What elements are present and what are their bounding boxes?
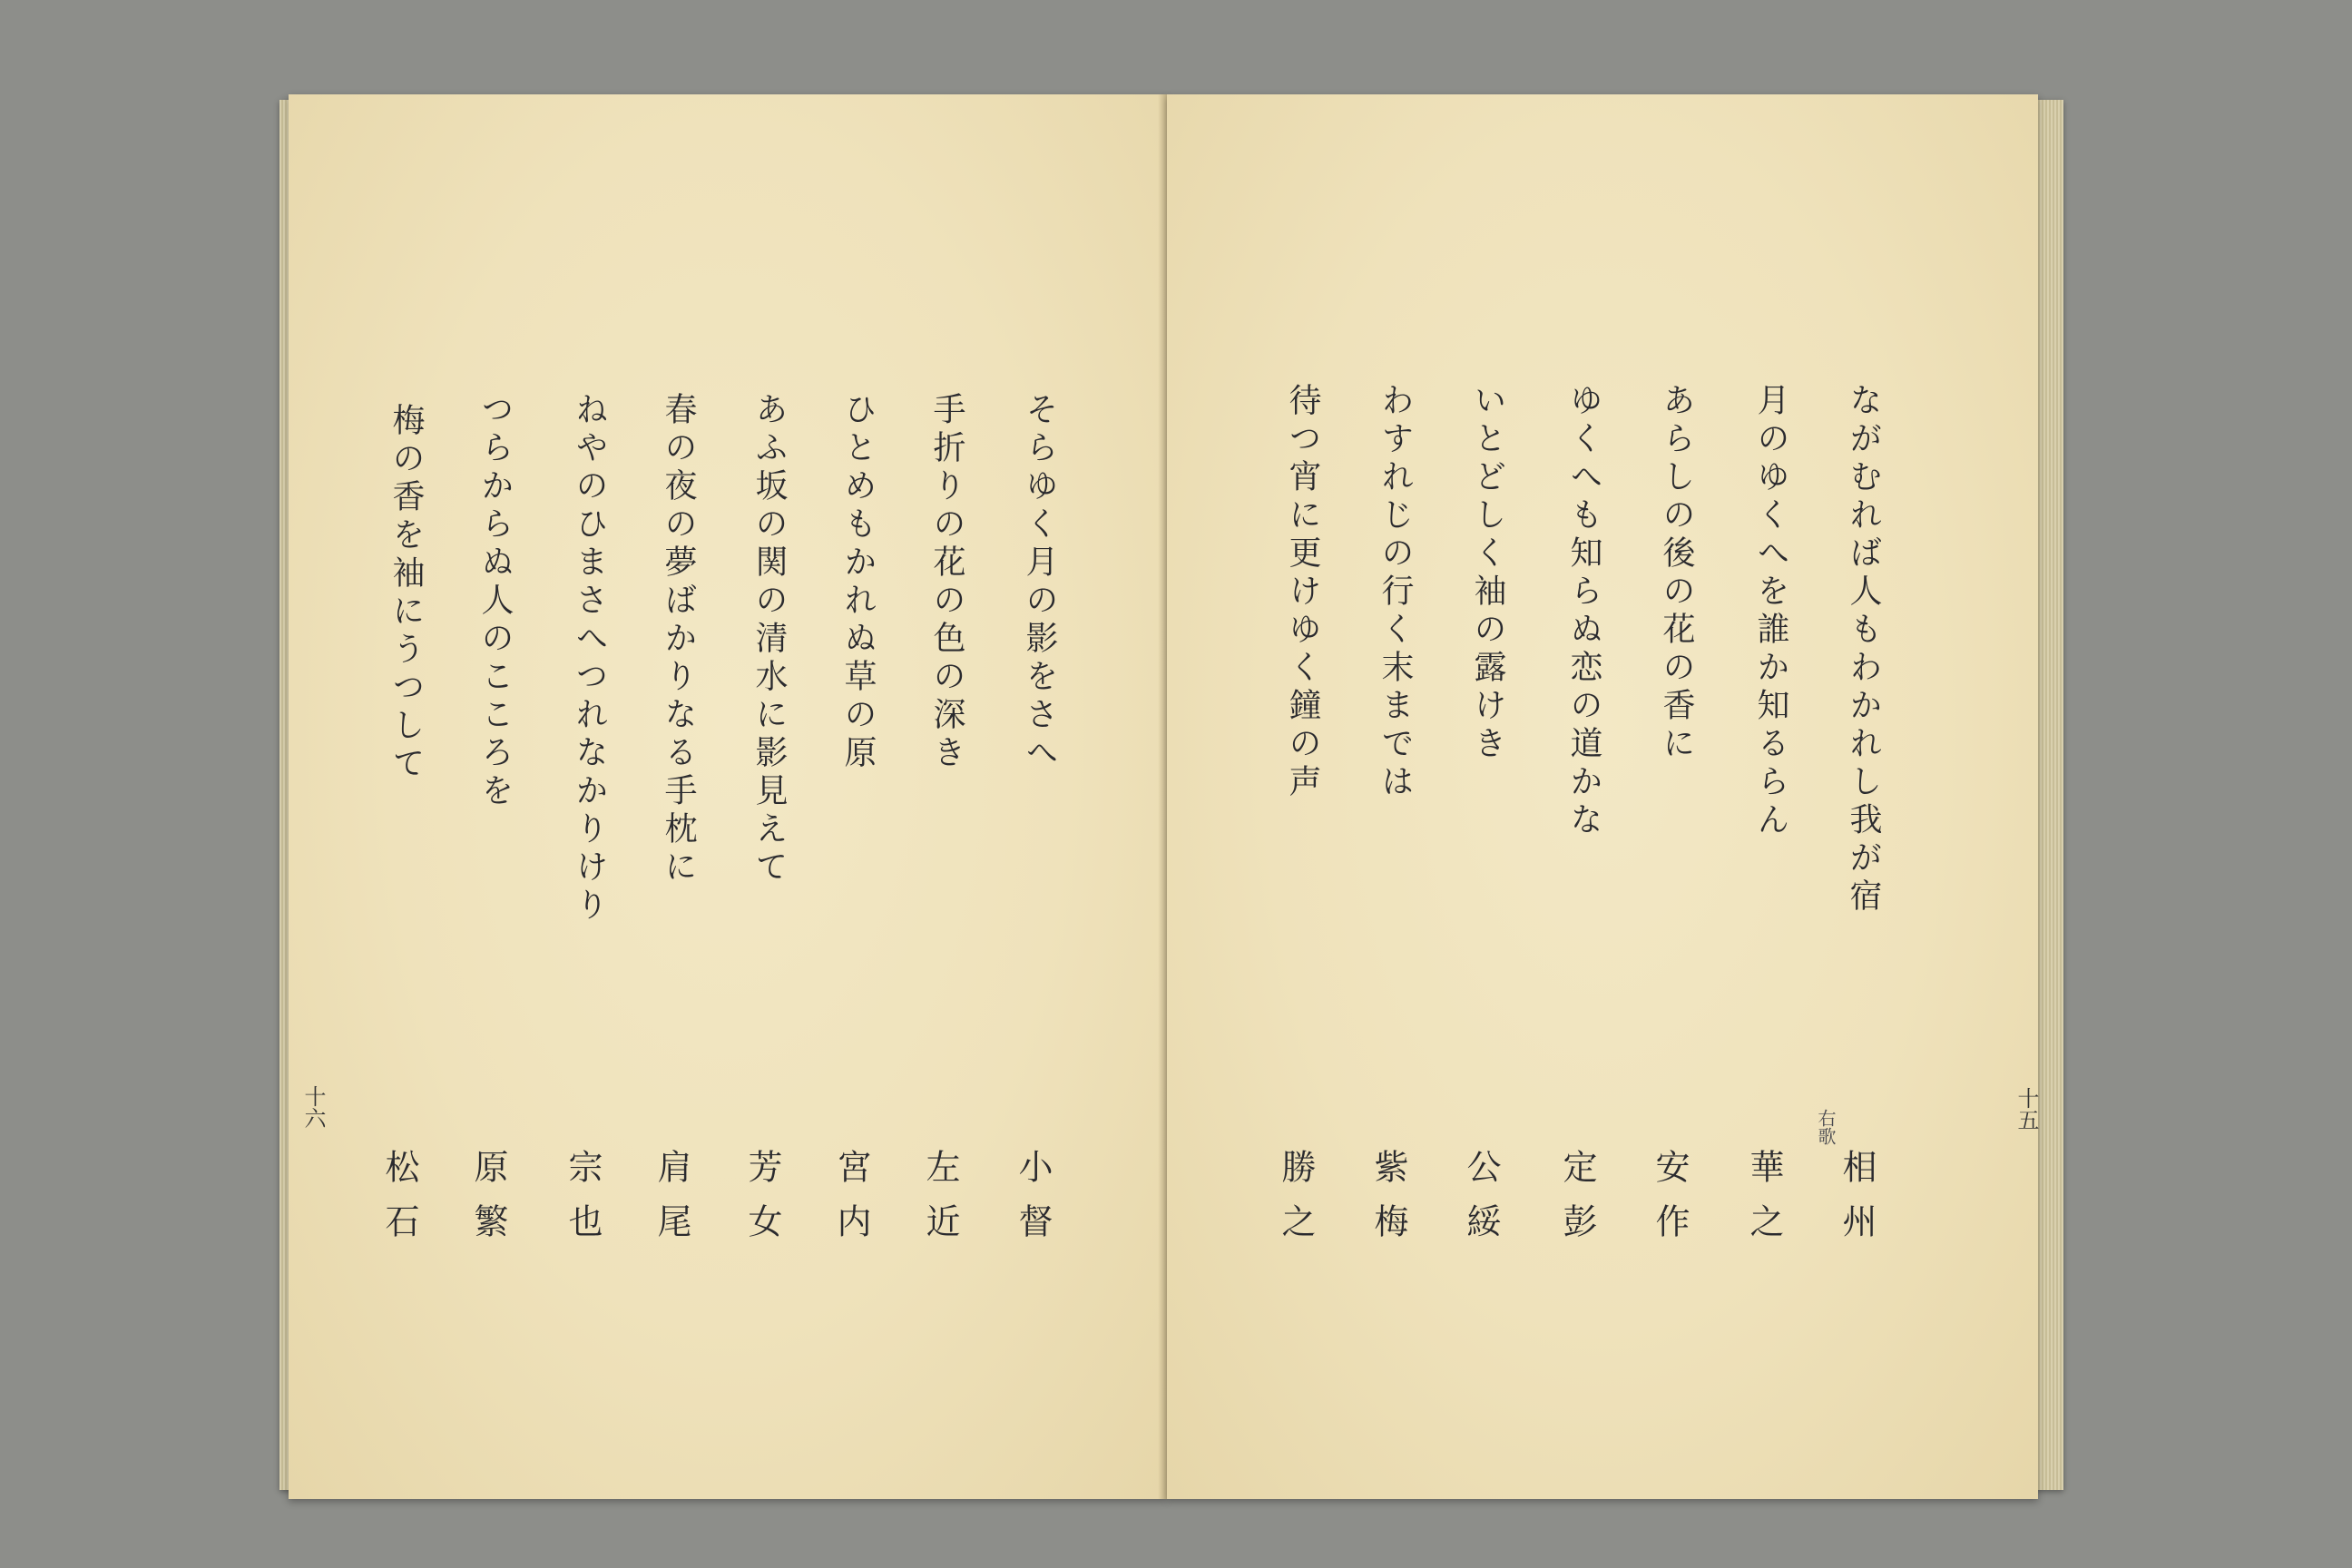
right-poem-text: いとどしく袖の露けき [1469, 383, 1506, 764]
left-poem-text: 梅の香を袖にうつして [387, 403, 425, 784]
left-page-number: 十六 [300, 1085, 326, 1129]
left-poem-text: そらゆく月の影をさへ [1021, 392, 1058, 773]
left-poem-text: ひとめもかれぬ草の原 [839, 392, 877, 773]
left-poem-author: 肩尾 [652, 1149, 691, 1258]
right-poem-author: 相州 [1837, 1149, 1877, 1258]
right-poem-author: 華之 [1744, 1149, 1784, 1258]
right-poem-text: ながむれば人もわかれし我が宿 [1845, 383, 1882, 916]
right-poem-author: 紫梅 [1368, 1149, 1408, 1258]
right-heading-note: 右歌 [1815, 1109, 1837, 1145]
right-poem-text: 月のゆくへを誰か知るらん [1752, 383, 1789, 840]
left-poem-author: 宗也 [563, 1149, 603, 1258]
left-poem-text: 春の夜の夢ばかりなる手枕に [660, 392, 697, 887]
left-poem-author: 芳女 [742, 1149, 782, 1258]
left-page [289, 94, 1167, 1499]
right-poem-text: あらしの後の花の香に [1658, 383, 1695, 764]
right-page-edges [2036, 100, 2063, 1490]
right-poem-author: 勝之 [1276, 1149, 1316, 1258]
left-poem-text: 手折りの花の色の深き [928, 392, 965, 773]
right-poem-text: わすれじの行く末までは [1377, 383, 1414, 802]
left-poem-author: 小督 [1013, 1149, 1053, 1258]
right-page-number: 十五 [2014, 1087, 2039, 1131]
left-poem-text: ねやのひまさへつれなかりけり [571, 392, 608, 926]
right-poem-author: 公綏 [1461, 1149, 1501, 1258]
left-poem-author: 宮内 [831, 1149, 871, 1258]
right-poem-text: 待つ宵に更けゆく鐘の声 [1284, 383, 1321, 802]
left-poem-text: あふ坂の関の清水に影見えて [750, 392, 788, 887]
ghost-column [1940, 394, 1978, 1138]
right-poem-author: 定彭 [1557, 1149, 1597, 1258]
ghost-column [976, 392, 1014, 846]
right-poem-text: ゆくへも知らぬ恋の道かな [1565, 383, 1602, 840]
left-poem-author: 松石 [379, 1149, 419, 1258]
open-book [289, 94, 2051, 1499]
right-page [1167, 94, 2038, 1499]
right-poem-author: 安作 [1650, 1149, 1690, 1258]
left-poem-author: 原繁 [468, 1149, 508, 1258]
left-poem-author: 左近 [920, 1149, 960, 1258]
left-poem-text: つらからぬ人のこころを [476, 392, 514, 811]
